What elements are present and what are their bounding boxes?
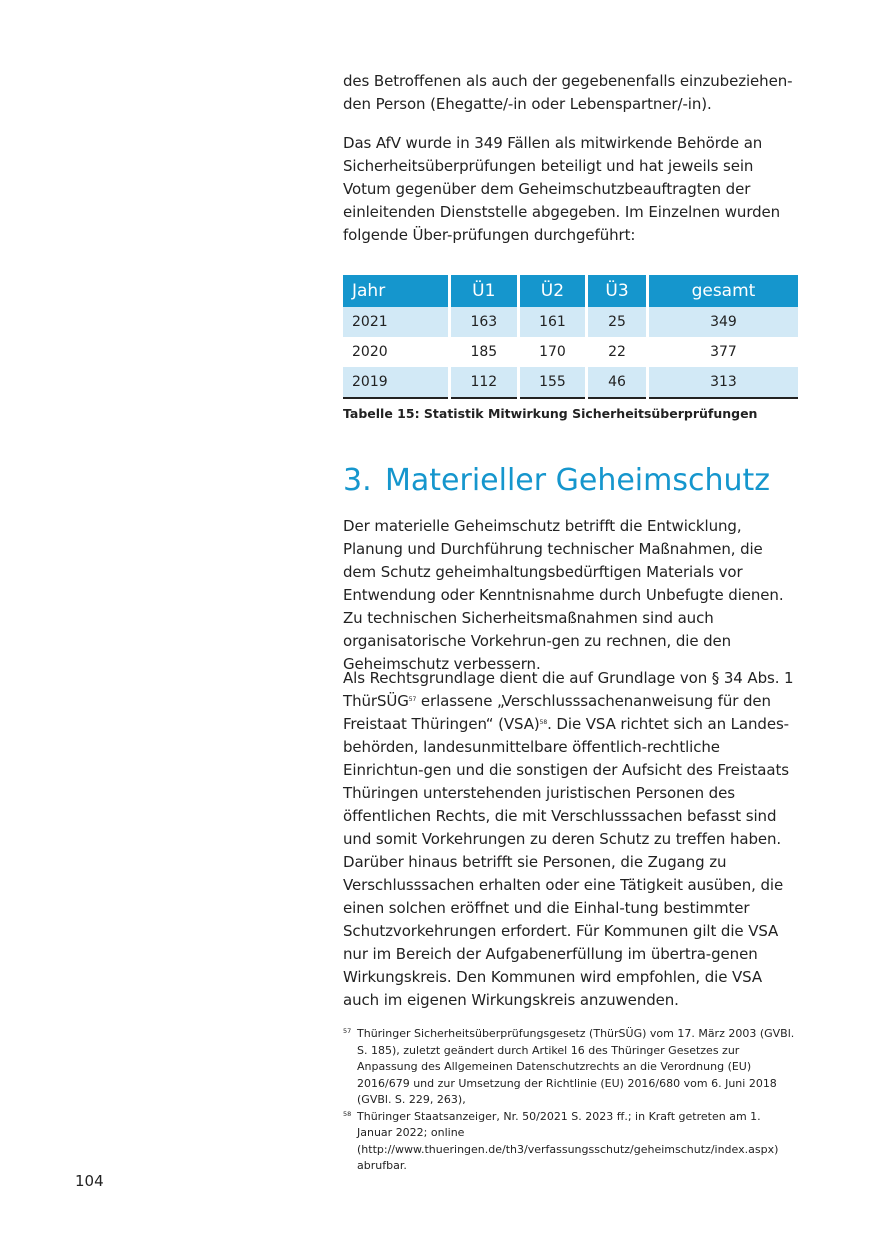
table-cell: 25 bbox=[587, 307, 648, 337]
paragraph-legal-basis bbox=[343, 667, 798, 1012]
table-header-row bbox=[343, 275, 798, 307]
section-title: Materieller Geheimschutz bbox=[385, 463, 771, 498]
header-cell-total: gesamt bbox=[647, 275, 798, 307]
footnote-mark: 58 bbox=[343, 1109, 352, 1118]
table-cell: 349 bbox=[647, 307, 798, 337]
header-cell-year: Jahr bbox=[343, 275, 450, 307]
section-heading bbox=[343, 463, 798, 498]
table-row bbox=[343, 307, 798, 337]
header-cell-u2: Ü2 bbox=[518, 275, 587, 307]
table-cell: 163 bbox=[450, 307, 519, 337]
table-cell: 46 bbox=[587, 367, 648, 398]
table-cell: 161 bbox=[518, 307, 587, 337]
table-cell: 2021 bbox=[343, 307, 450, 337]
table-row bbox=[343, 367, 798, 398]
footnote-58 bbox=[343, 1109, 798, 1175]
paragraph-material-protection: Der materielle Geheimschutz betrifft die Entwicklung, Planung und Durchführung technischer Maßnahmen, die dem Schutz geheimhaltungsbedürftigen Materials vor Entwendung oder Kenntnisnahme durch Unbefugte dienen. Zu technischen Sicherheitsmaßnahmen sind auch organisatorische Vorkehrun-gen zu rechnen, die den Geheimschutz verbessern. bbox=[343, 517, 784, 673]
legal-basis-text-a: Als Rechtsgrundlage dient die auf Grundlage von § 34 Abs. 1 ThürSÜG bbox=[343, 669, 794, 710]
table-cell: 185 bbox=[450, 337, 519, 367]
table-cell: 22 bbox=[587, 337, 648, 367]
table-cell: 2019 bbox=[343, 367, 450, 398]
footnote-ref-57[interactable]: 57 bbox=[408, 696, 417, 703]
footnotes bbox=[343, 1026, 798, 1175]
table-caption: Tabelle 15: Statistik Mitwirkung Sicherheitsüberprüfungen bbox=[343, 406, 758, 421]
legal-basis-text-b: erlassene „Verschlusssachenanweisung für den Freistaat Thüringen“ (VSA) bbox=[343, 692, 771, 733]
footnote-ref-58[interactable]: 58 bbox=[539, 719, 548, 726]
footnote-mark: 57 bbox=[343, 1027, 352, 1035]
table-cell: 377 bbox=[710, 344, 737, 360]
table-cell: 313 bbox=[647, 367, 798, 398]
table-row bbox=[343, 337, 798, 367]
page-number: 104 bbox=[75, 1172, 104, 1190]
footnote-57 bbox=[343, 1026, 798, 1109]
statistics-table bbox=[343, 275, 798, 399]
table-cell: 155 bbox=[518, 367, 587, 398]
table-cell: 170 bbox=[518, 337, 587, 367]
table-cell: 112 bbox=[450, 367, 519, 398]
legal-basis-text-c: . Die VSA richtet sich an Landes-behörden, landesunmittelbare öffentlich-rechtliche Einrichtun-gen und die sonstigen der Aufsicht des Freistaats Thüringen unterstehenden juristischen Personen des öffentlichen Rechts, die mit Verschlusssachen befasst sind und somit Vorkehrungen zu deren Schutz zu treffen haben. Darüber hinaus betrifft sie Personen, die Zugang zu Verschlusssachen erhalten oder eine Tätigkeit ausüben, die einen solchen eröffnet und die Einhal-tung bestimmter Schutzvorkehrungen erfordert. Für Kommunen gilt die VSA nur im Bereich der Aufgabenerfüllung im übertra-genen Wirkungskreis. Den Kommunen wird empfohlen, die VSA auch im eigenen Wirkungskreis anzuwenden. bbox=[343, 715, 789, 1009]
header-cell-u1: Ü1 bbox=[450, 275, 519, 307]
header-cell-u3: Ü3 bbox=[587, 275, 648, 307]
paragraph-afv-statistics: Das AfV wurde in 349 Fällen als mitwirkende Behörde an Sicherheitsüberprüfungen beteiligt und hat jeweils sein Votum gegenüber dem Geheimschutzbeauftragten der einleitenden Dienststelle abgegeben. Im Einzelnen wurden folgende Über-prüfungen durchgeführt: bbox=[343, 134, 781, 244]
paragraph-intro: des Betroffenen als auch der gegebenenfalls einzubeziehen-den Person (Ehegatte/-in oder Lebenspartner/-in). bbox=[343, 72, 793, 113]
section-number: 3. bbox=[343, 463, 372, 498]
footnote-text: Thüringer Staatsanzeiger, Nr. 50/2021 S. 2023 ff.; in Kraft getreten am 1. Januar 2022; online (http://www.thueringen.de/th3/verfassungsschutz/geheimschutz/index.aspx) abrufbar. bbox=[357, 1109, 779, 1172]
footnote-text: Thüringer Sicherheitsüberprüfungsgesetz (ThürSÜG) vom 17. März 2003 (GVBl. S. 185), zuletzt geändert durch Artikel 16 des Thüringer Gesetzes zur Anpassung des Allgemeinen Datenschutzrechts an die Verordnung (EU) 2016/679 und zur Umsetzung der Richtlinie (EU) 2016/680 vom 6. Juni 2018 (GVBl. S. 229, 263), bbox=[357, 1027, 795, 1106]
table-cell: 2020 bbox=[343, 337, 450, 367]
